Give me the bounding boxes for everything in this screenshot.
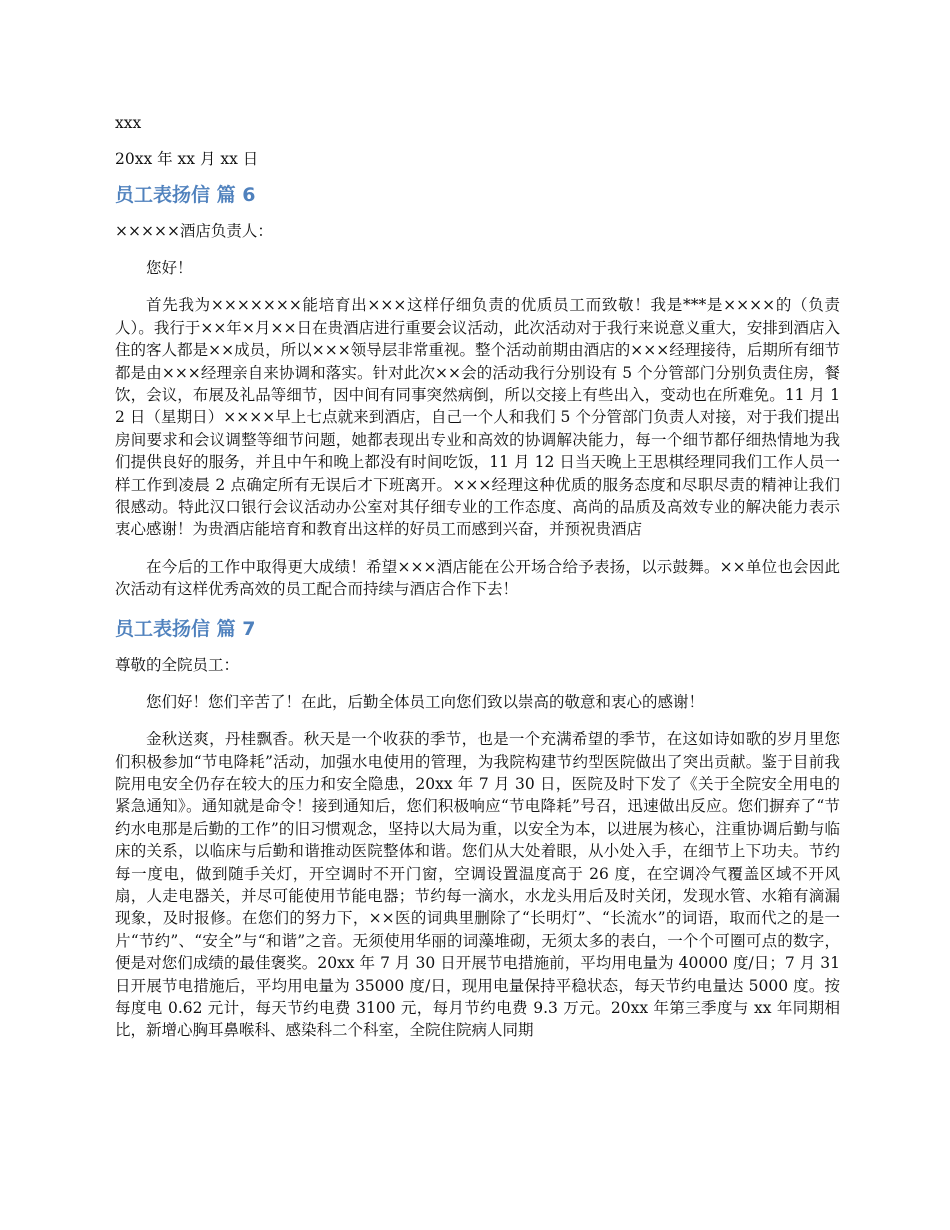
signature-name: xxx — [115, 114, 142, 132]
document-page — [115, 112, 840, 1057]
section-heading: 员工表扬信 篇 7 — [115, 617, 256, 640]
salutation: ×××××酒店负责人： — [115, 222, 273, 240]
paragraph: 您好！ — [146, 259, 193, 277]
paragraph: 金秋送爽，丹桂飘香。秋天是一个收获的季节，也是一个充满希望的季节，在这如诗如歌的岁月里您们积极参加“节电降耗”活动，加强水电使用的管理，为我院构建节约型医院做出了突出贡献。鉴于目前我院用电安全仍存在较大的压力和安全隐患，20xx 年 7 月 30 日，医院及时下发了《关于全院安全用电的紧急通知》。通知就是命令！接到通知后，您们积极响应“节电降耗”号召，迅速做出反应。您们摒弃了“节约水电那是后勤的工作”的旧习惯观念，坚持以大局为重，以安全为本，以进展为核心，注重协调后勤与临床的关系，以临床与后勤和谐推动医院整体和谐。您们从大处着眼，从小处入手，在细节上下功夫。节约每一度电，做到随手关灯，开空调时不开门窗，空调设置温度高于 26 度，在空调冷气覆盖区域不开风扇，人走电器关，并尽可能使用节能电器；节约每一滴水，水龙头用后及时关闭，发现水管、水箱有滴漏现象，及时报修。在您们的努力下，××医的词典里删除了“长明灯”、“长流水”的词语，取而代之的是一片“节约”、“安全”与“和谐”之音。无须使用华丽的词藻堆砌，无须太多的表白，一个个可圈可点的数字，便是对您们成绩的最佳褒奖。20xx 年 7 月 30 日开展节电措施前，平均用电量为 40000 度/日；7 月 31 日开展节电措施后，平均用电量为 35000 度/日，现用电量保持平稳状态，每天节约电量达 5000 度。按每度电 0.62 元计，每天节约电费 3100 元，每月节约电费 9.3 万元。20xx 年第三季度与 xx 年同期相比，新增心胸耳鼻喉科、感染科二个科室，全院住院病人同期 — [115, 730, 840, 1040]
paragraph: 首先我为×××××××能培育出×××这样仔细负责的优质员工而致敬！我是***是××××的（负责人）。我行于××年×月××日在贵酒店进行重要会议活动，此次活动对于我行来说意义重大，安排到酒店入住的客人都是××成员，所以×××领导层非常重视。整个活动前期由酒店的×××经理接待，后期所有细节都是由×××经理亲自来协调和落实。针对此次××会的活动我行分别设有 5 个分管部门分别负责住房，餐饮，会议，布展及礼品等细节，因中间有同事突然病倒，所以交接上有些出入，变动也在所难免。11 月 12 日（星期日）××××早上七点就来到酒店，自己一个人和我们 5 个分管部门负责人对接，对于我们提出房间要求和会议调整等细节问题，她都表现出专业和高效的协调解决能力，每一个细节都仔细热情地为我们提供良好的服务，并且中午和晚上都没有时间吃饭，11 月 12 日当天晚上王思棋经理同我们工作人员一样工作到凌晨 2 点确定所有无误后才下班离开。×××经理这种优质的服务态度和尽职尽责的精神让我们很感动。特此汉口银行会议活动办公室对其仔细专业的工作态度、高尚的品质及高效专业的解决能力表示衷心感谢！为贵酒店能培育和教育出这样的好员工而感到兴奋，并预祝贵酒店 — [115, 296, 840, 539]
signature-date: 20xx 年 xx 月 xx 日 — [115, 150, 259, 168]
salutation: 尊敬的全院员工： — [115, 655, 240, 674]
paragraph: 您们好！您们辛苦了！在此，后勤全体员工向您们致以崇高的敬意和衷心的感谢！ — [146, 692, 705, 711]
paragraph: 在今后的工作中取得更大成绩！希望×××酒店能在公开场合给予表扬，以示鼓舞。××单位也会因此次活动有这样优秀高效的员工配合而持续与酒店合作下去！ — [115, 557, 840, 599]
section-heading: 员工表扬信 篇 6 — [115, 184, 256, 206]
